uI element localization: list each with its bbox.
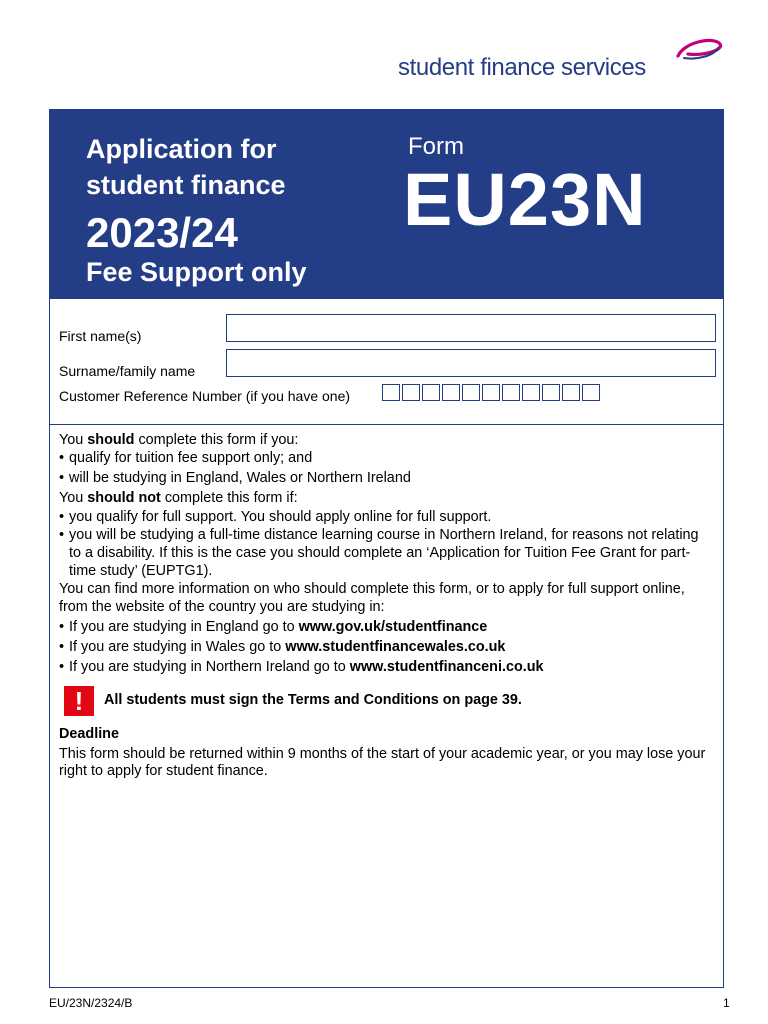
form-reference-code: EU/23N/2324/B	[49, 996, 133, 1010]
bullet: •	[59, 619, 65, 635]
crn-digit-box[interactable]	[482, 384, 500, 401]
crn-digit-box[interactable]	[382, 384, 400, 401]
should-intro	[59, 431, 719, 449]
first-name-field[interactable]	[226, 314, 716, 342]
should-intro-c: complete this form if you:	[134, 432, 299, 448]
link-england[interactable]: www.gov.uk/studentfinance	[298, 619, 488, 635]
page-number: 1	[723, 996, 730, 1010]
bullet: •	[59, 509, 65, 525]
bullet: •	[59, 659, 65, 675]
more-info-text: You can find more information on who should complete this form, or to apply for full support online, from the website of the country you are studying in:	[59, 581, 685, 615]
list-item	[59, 526, 719, 580]
warning-text: All students must sign the Terms and Conditions on page 39.	[104, 692, 522, 708]
crn-digit-box[interactable]	[442, 384, 460, 401]
crn-digit-box[interactable]	[462, 384, 480, 401]
link-northern-ireland[interactable]: www.studentfinanceni.co.uk	[349, 659, 544, 675]
should-not-intro-b: should not	[87, 490, 161, 506]
should-not-item-2: you will be studying a full-time distance learning course in Northern Ireland, for reasons not relating to a disability. If this is the case you should complete an ‘Application for Tuition Fee Grant for part-time study’ (EUPTG1).	[69, 527, 699, 579]
link-prefix-wales: If you are studying in Wales go to	[69, 639, 286, 655]
deadline-section	[59, 726, 719, 780]
title-line-2: student finance	[86, 170, 286, 200]
should-item-2: will be studying in England, Wales or Northern Ireland	[69, 470, 411, 486]
brand-logo	[398, 44, 728, 84]
list-item	[59, 449, 719, 467]
crn-input-group	[382, 384, 600, 401]
bullet: •	[59, 527, 65, 543]
bullet: •	[59, 450, 65, 466]
deadline-title: Deadline	[59, 726, 119, 742]
terms-warning	[64, 686, 714, 716]
should-not-intro	[59, 489, 719, 507]
should-not-intro-c: complete this form if:	[160, 490, 298, 506]
list-item	[59, 618, 719, 636]
form-label: Form	[408, 133, 464, 160]
should-not-item-1: you qualify for full support. You should apply online for full support.	[69, 509, 492, 525]
crn-digit-box[interactable]	[402, 384, 420, 401]
should-intro-a: You	[59, 432, 88, 448]
surname-label: Surname/family name	[59, 363, 196, 379]
crn-digit-box[interactable]	[422, 384, 440, 401]
list-item	[59, 638, 719, 656]
application-title	[86, 131, 376, 203]
crn-digit-box[interactable]	[542, 384, 560, 401]
form-code: EU23N	[403, 158, 647, 241]
should-not-intro-a: You	[59, 490, 88, 506]
crn-digit-box[interactable]	[522, 384, 540, 401]
link-prefix-ni: If you are studying in Northern Ireland go to	[69, 659, 350, 675]
deadline-text: This form should be returned within 9 months of the start of your academic year, or you may lose your right to apply for student finance.	[59, 746, 706, 779]
exclamation-icon: !	[64, 686, 94, 716]
bullet: •	[59, 639, 65, 655]
link-prefix-england: If you are studying in England go to	[69, 619, 299, 635]
crn-label: Customer Reference Number (if you have one)	[59, 388, 351, 404]
should-intro-b: should	[87, 432, 135, 448]
list-item	[59, 508, 719, 526]
header-banner	[49, 109, 724, 299]
should-item-1: qualify for tuition fee support only; and	[69, 450, 313, 466]
crn-digit-box[interactable]	[562, 384, 580, 401]
crn-digit-box[interactable]	[502, 384, 520, 401]
title-line-1: Application for	[86, 134, 277, 164]
list-item	[59, 658, 719, 676]
bullet: •	[59, 470, 65, 486]
eligibility-section	[59, 431, 719, 676]
academic-year: 2023/24	[86, 209, 238, 256]
form-subtitle: Fee Support only	[86, 257, 307, 287]
crn-digit-box[interactable]	[582, 384, 600, 401]
section-divider	[49, 424, 724, 425]
link-wales[interactable]: www.studentfinancewales.co.uk	[285, 639, 506, 655]
surname-field[interactable]	[226, 349, 716, 377]
list-item	[59, 469, 719, 487]
logo-text: student finance services	[398, 54, 646, 81]
first-name-label: First name(s)	[59, 328, 142, 344]
swoosh-icon	[674, 34, 724, 64]
